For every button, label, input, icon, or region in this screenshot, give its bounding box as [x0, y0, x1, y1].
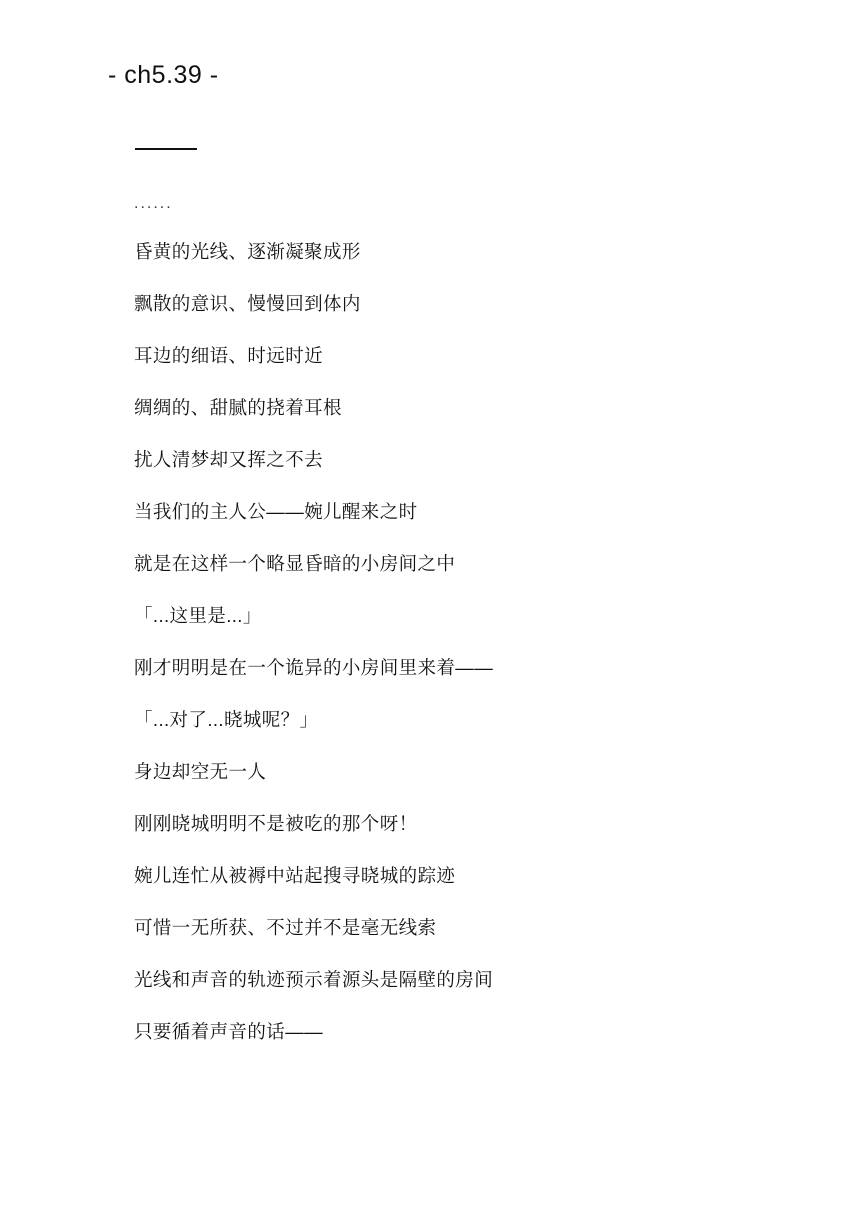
- text-line: 「...这里是...」: [134, 604, 262, 626]
- text-line: 身边却空无一人: [134, 760, 267, 782]
- text-line: 当我们的主人公——婉儿醒来之时: [134, 500, 418, 522]
- text-line: 耳边的细语、时远时近: [134, 344, 324, 366]
- text-line: 可惜一无所获、不过并不是毫无线索: [134, 916, 437, 938]
- divider-rule: [135, 148, 197, 150]
- body-text: [134, 182, 808, 1058]
- text-line: 光线和声音的轨迹预示着源头是隔壁的房间: [134, 968, 494, 990]
- text-line: ......: [134, 195, 173, 212]
- text-line: 只要循着声音的话——: [134, 1020, 324, 1042]
- page-title: - ch5.39 -: [108, 61, 219, 89]
- text-line: 刚才明明是在一个诡异的小房间里来着——: [134, 656, 494, 678]
- text-line: 绸绸的、甜腻的挠着耳根: [134, 396, 342, 418]
- text-line: 昏黄的光线、逐渐凝聚成形: [134, 240, 361, 262]
- text-line: 婉儿连忙从被褥中站起搜寻晓城的踪迹: [134, 864, 456, 886]
- text-line: 刚刚晓城明明不是被吃的那个呀！: [134, 812, 418, 834]
- text-line: 就是在这样一个略显昏暗的小房间之中: [134, 552, 456, 574]
- section-divider: [135, 148, 808, 160]
- text-line: 飘散的意识、慢慢回到体内: [134, 292, 361, 314]
- text-line: 「...对了...晓城呢？」: [134, 708, 319, 730]
- text-line: 扰人清梦却又挥之不去: [134, 448, 324, 470]
